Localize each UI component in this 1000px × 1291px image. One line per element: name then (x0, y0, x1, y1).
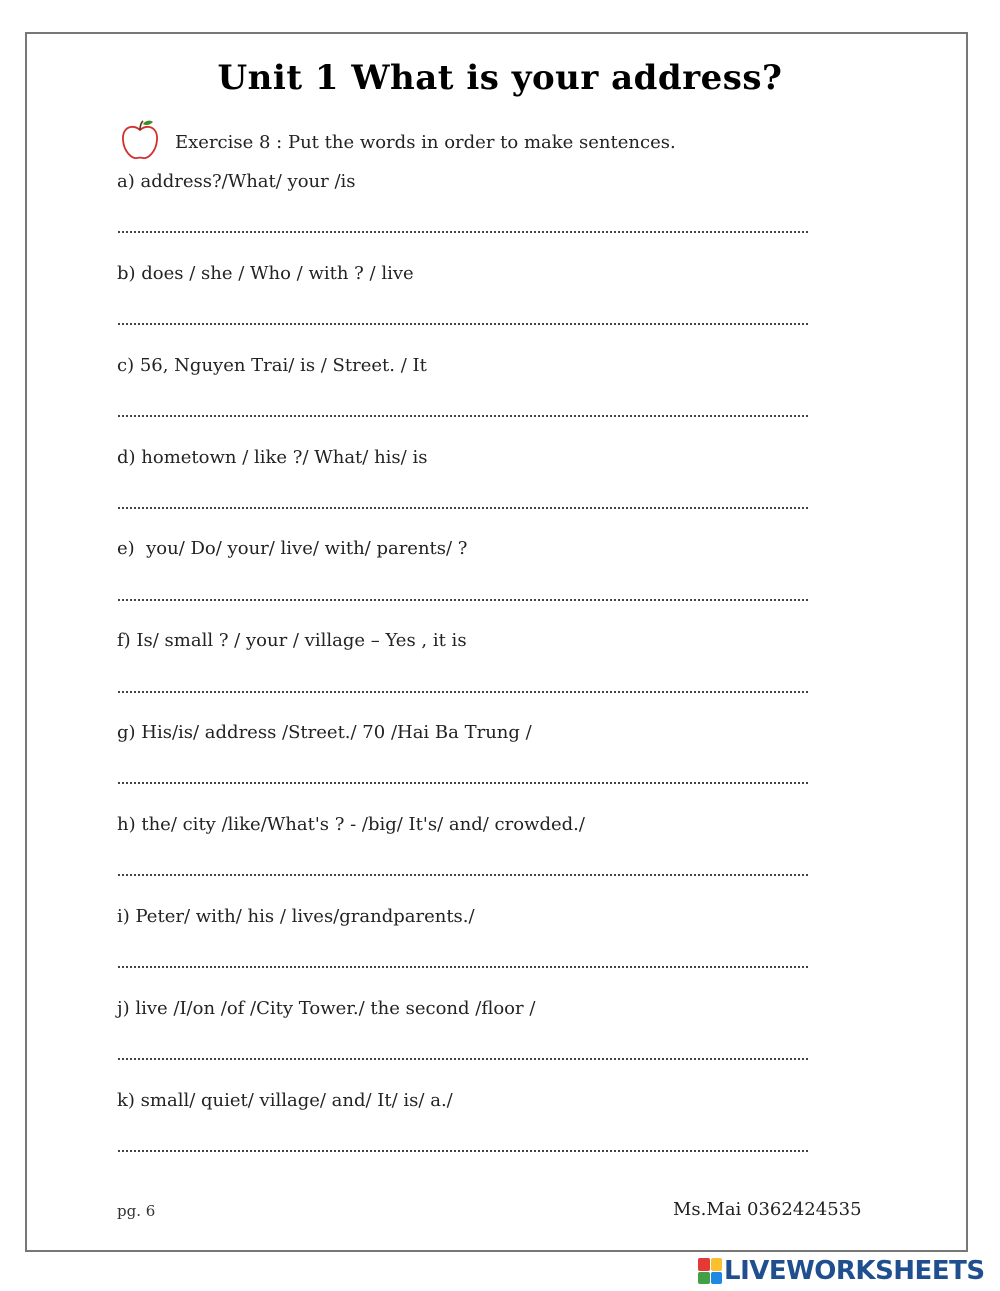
worksheet-title: Unit 1 What is your address? (217, 58, 783, 98)
answer-line-b (118, 323, 808, 325)
apple-icon (118, 118, 162, 162)
prompt-j: j) live /I/on /of /City Tower./ the second /floor / (117, 998, 536, 1019)
author-contact: Ms.Mai 0362424535 (673, 1199, 862, 1220)
prompt-d: d) hometown / like ?/ What/ his/ is (117, 447, 428, 468)
liveworksheets-brand[interactable] (698, 1256, 985, 1286)
exercise-instruction: Exercise 8 : Put the words in order to make sentences. (175, 132, 676, 153)
prompt-k: k) small/ quiet/ village/ and/ It/ is/ a./ (117, 1090, 453, 1111)
prompt-e: e) you/ Do/ your/ live/ with/ parents/ ? (117, 538, 468, 559)
prompt-h: h) the/ city /like/What's ? - /big/ It's/ and/ crowded./ (117, 814, 585, 835)
answer-line-j (118, 1058, 808, 1060)
answer-line-e (118, 599, 808, 601)
prompt-i: i) Peter/ with/ his / lives/grandparents./ (117, 906, 475, 927)
prompt-c: c) 56, Nguyen Trai/ is / Street. / It (117, 355, 427, 376)
prompt-g: g) His/is/ address /Street./ 70 /Hai Ba Trung / (117, 722, 532, 743)
answer-line-h (118, 874, 808, 876)
answer-line-c (118, 415, 808, 417)
prompt-f: f) Is/ small ? / your / village – Yes , it is (117, 630, 467, 651)
prompt-a: a) address?/What/ your /is (117, 171, 356, 192)
liveworksheets-logo-icon (698, 1258, 722, 1284)
answer-line-f (118, 691, 808, 693)
answer-line-k (118, 1150, 808, 1152)
answer-line-i (118, 966, 808, 968)
answer-line-d (118, 507, 808, 509)
answer-line-g (118, 782, 808, 784)
prompt-b: b) does / she / Who / with ? / live (117, 263, 414, 284)
answer-line-a (118, 231, 808, 233)
page-number: pg. 6 (117, 1202, 156, 1220)
liveworksheets-wordmark: LIVEWORKSHEETS (724, 1256, 985, 1286)
